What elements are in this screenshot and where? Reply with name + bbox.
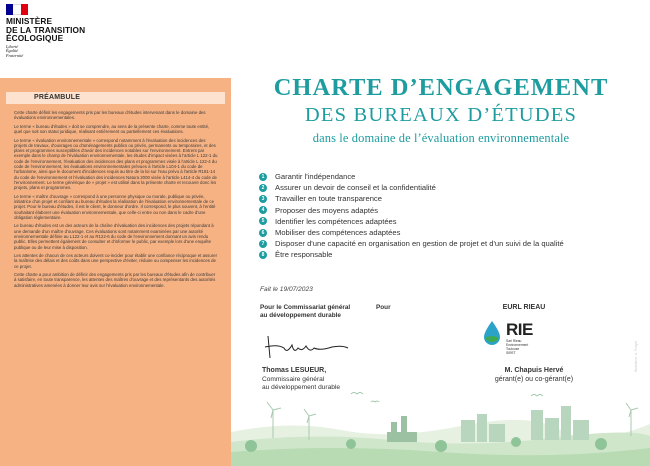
motto xyxy=(6,45,96,59)
number-badge-icon: 4 xyxy=(259,206,267,214)
commitment-text: Disposer d'une capacité en organisation en gestion de projet et d'un suivi de la qualité xyxy=(275,239,564,249)
commitment-text: Garantir l'indépendance xyxy=(275,172,356,182)
left-signatory-label xyxy=(260,304,350,320)
right-signer-name: M. Chapuis Hervé xyxy=(504,367,564,374)
right-signatory-label: Pour xyxy=(376,304,391,311)
preamble-paragraph: Le terme « évaluation environnementale » correspond notamment à l'évaluation des incidences des projets de travaux, d'ouvrages ou d'aménagements publics ou privés, permanents ou temporaires, et des plans et programmes susceptibles d'avoir des incidences notables sur l'environnement. Entrent par exemple dans le champ de l'évaluation environnementale, les études d'impact visées à l'article L 122-1 du code de l'environnement, l'évaluation des incidences des plans et programmes visée à l'article L 122-4 du code de l'environnement, les évaluations environnementales prévues à l'article L104-1 du code de l'urbanisme, ainsi que le document d'incidences requis au titre de la loi sur l'eau prévu à l'article R181-14 du code de l'environnement et l'évaluation des incidences Natura 2000 visée à l'article L414-4 du code de l'environnement. Le terme générique de « projet » est utilisé dans la présente charte et recouvre donc les projets, plans et programmes. xyxy=(14,137,218,191)
motto-liberte: Liberté xyxy=(6,43,19,49)
right-signer-role: gérant(e) ou co-gérant(e) xyxy=(494,376,574,384)
number-badge-icon: 6 xyxy=(259,229,267,237)
number-badge-icon: 1 xyxy=(259,173,267,181)
water-drop-logo-icon xyxy=(482,320,502,346)
stamp-line: Toulouse xyxy=(506,347,520,351)
charter-title-line-2: DES BUREAUX D’ÉTUDES xyxy=(304,104,578,126)
commitment-item xyxy=(259,227,564,238)
commitments-list xyxy=(259,171,564,261)
ministry-logo xyxy=(6,4,96,56)
commitment-text: Identifier les compétences adaptées xyxy=(275,216,397,226)
stamp-line: SIRET xyxy=(506,351,516,355)
number-badge-icon: 7 xyxy=(259,240,267,248)
ministry-name-line-3: ÉCOLOGIQUE xyxy=(6,33,64,44)
illustration-credit: Illustration : A. Pouget xyxy=(634,340,638,372)
left-signer-name: Thomas LESUEUR, xyxy=(262,367,327,374)
commitment-item xyxy=(259,216,564,227)
preamble-heading: PRÉAMBULE xyxy=(34,94,81,101)
handwritten-signature-icon xyxy=(262,332,352,362)
preamble-paragraph: Le terme « maître d'ouvrage » correspond à une personne physique ou morale, publique ou privée, initiatrice d'un projet et confiant au bureau d'études la réalisation de l'évaluation environnementale de ce projet. Pour le bureau d'études, il est le client, le donneur d'ordre. Il correspond, le plus souvent, à l'entité souhaitant élaborer une évaluation environnementale, que celle-ci entre ou non dans le cadre d'une obligation réglementaire. xyxy=(14,193,216,220)
preamble-paragraph: Cette charte a pour ambition de définir des engagements pris par les bureaux d'études afin de contribuer à satisfaire, en toute transparence, les attentes des maîtres d'ouvrage et des représentants des autorités administratives amenées à donner leur avis sur l'évaluation environnementale. xyxy=(14,272,216,288)
left-label-line-2: au développement durable xyxy=(260,312,341,319)
commitment-text: Assurer un devoir de conseil et la confidentialité xyxy=(275,183,436,193)
preamble-paragraph: Le terme « bureau d'études » doit se comprendre, au sens de la présente charte, comme toute entité, quel que soit son statut juridique, réalisant entièrement ou partiellement ces évaluations. xyxy=(14,123,210,135)
number-badge-icon: 8 xyxy=(259,251,267,259)
number-badge-icon: 3 xyxy=(259,195,267,203)
signature-date: Fait le 19/07/2023 xyxy=(260,286,313,293)
ministry-name-line-2: DE LA TRANSITION xyxy=(6,24,86,35)
number-badge-icon: 2 xyxy=(259,184,267,192)
preamble-paragraph: Le bureau d'études est un des acteurs de la chaîne d'évaluation des incidences des projets répondant à une demande d'un maître d'ouvrage. Ces évaluations sont notamment examinées par une autorité environnementale définie au L122-1 et au R122-6 du code de l'environnement donnant un avis rendu public. Elles permettent également de consulter et d'informer le public, par exemple lors d'une enquête publique ou de leur mise à disposition. xyxy=(14,223,214,250)
commitment-item xyxy=(259,171,564,182)
commitment-item xyxy=(259,205,564,216)
charter-title-line-1: CHARTE D’ENGAGEMENT xyxy=(273,74,609,101)
preamble-paragraph: Cette charte définit les engagements pris par les bureaux d'études intervenant dans le domaine des évaluations environnementales. xyxy=(14,110,206,121)
landscape-illustration-icon xyxy=(231,380,650,466)
commitment-item xyxy=(259,238,564,249)
company-name: EURL RIEAU xyxy=(502,304,546,311)
charter-subtitle: dans le domaine de l’évaluation environnementale xyxy=(312,131,570,145)
motto-egalite: Égalité xyxy=(6,48,19,54)
preamble-body xyxy=(14,110,218,291)
commitment-text: Proposer des moyens adaptés xyxy=(275,205,378,215)
commitment-text: Travailler en toute transparence xyxy=(275,194,382,204)
stamp-line: Environnement xyxy=(506,343,529,347)
preamble-header xyxy=(6,92,225,104)
commitment-item xyxy=(259,182,564,193)
marianne-flag-icon xyxy=(6,4,28,15)
left-label-line-1: Pour le Commissariat général xyxy=(260,304,351,311)
preamble-panel xyxy=(0,78,231,466)
stamp-line: Sarl Rieau xyxy=(506,339,522,343)
commitment-text: Être responsable xyxy=(275,250,333,260)
number-badge-icon: 5 xyxy=(259,217,267,225)
company-stamp-details xyxy=(506,339,564,355)
company-logo-text: RIE xyxy=(506,320,533,339)
commitment-item xyxy=(259,249,564,260)
left-signer-role-1: Commissaire général xyxy=(262,375,325,383)
motto-fraternite: Fraternité xyxy=(6,52,24,58)
preamble-paragraph: Les attentes de chacun de ces acteurs doivent co-incider pour établir une confiance réciproque et assurer la maîtrise des délais et des coûts dans une perspective d'éviter, réduire ou compenser les incidences de ce projet. xyxy=(14,253,218,269)
ministry-name-line-1: MINISTÈRE xyxy=(6,16,53,26)
commitment-item xyxy=(259,193,564,204)
company-stamp xyxy=(478,318,573,362)
commitment-text: Mobiliser des compétences adaptées xyxy=(275,228,401,238)
left-signer-role-2: au développement durable xyxy=(262,384,341,392)
